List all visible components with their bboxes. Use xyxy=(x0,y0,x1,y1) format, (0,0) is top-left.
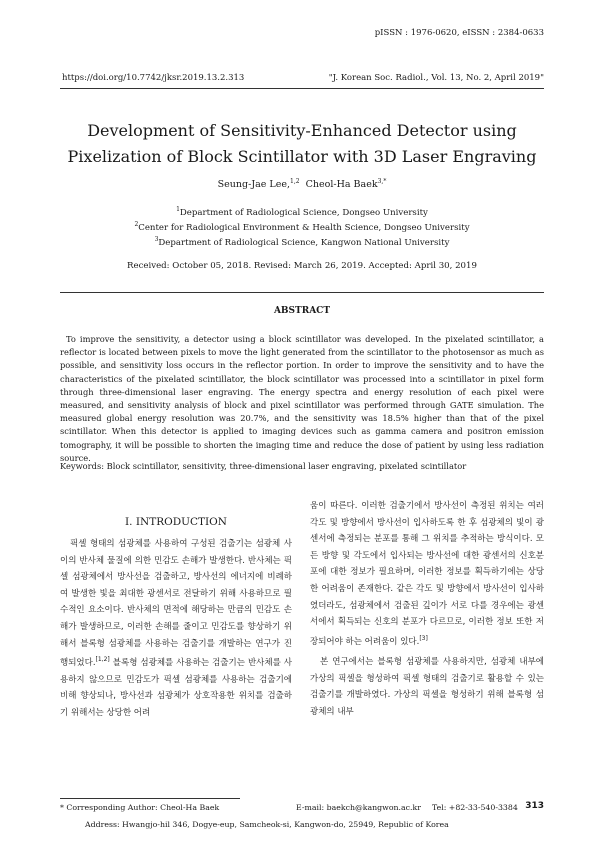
header-rule xyxy=(60,88,544,89)
author-line xyxy=(60,178,544,190)
abstract-top-rule xyxy=(60,292,544,293)
author-2: Cheol-Ha Baek xyxy=(305,179,378,191)
intro-paragraph-2 xyxy=(310,498,544,650)
footnote-address: Address: Hwangjo-hil 346, Dogye-eup, Samcheok-si, Kangwon-do, 25949, Republic of Korea xyxy=(85,820,449,829)
citation-1-2: [1,2] xyxy=(95,656,110,664)
journal-citation: "J. Korean Soc. Radiol., Vol. 13, No. 2, April 2019" xyxy=(328,73,544,83)
affiliation-3-num: 3 xyxy=(154,236,159,243)
doi-link[interactable]: https://doi.org/10.7742/jksr.2019.13.2.313 xyxy=(62,73,245,83)
section-heading-introduction: Ⅰ. INTRODUCTION xyxy=(125,516,227,528)
intro-paragraph-1 xyxy=(60,536,292,721)
affiliation-3-text: Department of Radiological Science, Kangwon National University xyxy=(158,237,450,248)
abstract-heading: ABSTRACT xyxy=(273,306,331,316)
affiliation-2 xyxy=(60,221,544,233)
submission-dates: Received: October 05, 2018. Revised: March 26, 2019. Accepted: April 30, 2019 xyxy=(127,261,477,271)
affiliation-1 xyxy=(60,206,544,218)
intro-paragraph-1-text: 픽셀 형태의 섬광체를 사용하여 구성된 검출기는 섬광체 사이의 반사체 물질에 의한 민감도 손해가 발생한다. 반사체는 픽셀 섬광체에서 방사선을 검출하고, 방사선의 에너지에 비례하여 발생한 빛을 최대한 광센서로 전달하기 위해 사용하므로 필수적인 요소이다. 반사체의 면적에 해당하는 만큼의 민감도 손해가 발생하므로, 이러한 손해를 줄이고 민감도를 향상하기 위해서 블록형 섬광체를 사용하는 검출기를 개발하는 연구가 진행되었다. xyxy=(60,539,292,668)
author-1: Seung-Jae Lee, xyxy=(217,179,291,191)
affiliation-3 xyxy=(60,236,544,248)
footnote-rule xyxy=(60,798,240,799)
affiliation-1-text: Department of Radiological Science, Dongseo University xyxy=(179,207,428,218)
affiliation-2-text: Center for Radiological Environment & Health Science, Dongseo University xyxy=(138,222,470,233)
intro-paragraph-3: 본 연구에서는 블록형 섬광체를 사용하지만, 섬광체 내부에 가상의 픽셀을 형성하여 픽셀 형태의 검출기로 활용할 수 있는 검출기를 개발하였다. 가상의 픽셀을 형성하기 위해 블록형 섬광체의 내부 xyxy=(310,657,544,717)
intro-paragraph-1b-text: 블록형 섬광체를 사용하는 검출기는 반사체를 사용하지 않으므로 민감도가 픽셀 섬광체를 사용하는 검출기에 비해 향상되나, 방사선과 섬광체가 상호작용한 위치를 검출하기 위해서는 상당한 어려 xyxy=(60,657,292,718)
author-2-affil: 3,* xyxy=(377,178,387,185)
issn-line: pISSN : 1976-0620, eISSN : 2384-0633 xyxy=(374,28,544,38)
keywords: Keywords: Block scintillator, sensitivity, three-dimensional laser engraving, pixelated scintillator xyxy=(60,461,467,471)
corresponding-author: * Corresponding Author: Cheol-Ha Baek xyxy=(60,803,220,812)
affiliation-2-num: 2 xyxy=(134,221,139,228)
intro-left-column xyxy=(60,516,292,721)
intro-right-column xyxy=(310,498,544,721)
page-number: 313 xyxy=(525,801,544,811)
intro-paragraph-2-text: 움이 따른다. 이러한 검출기에서 방사선이 측정된 위치는 여러 각도 및 방향에서 방사선이 입사하도록 한 후 섬광체의 빛이 광센서에 측정되는 분포를 통해 그 위치를 추적하는 방식이다. 모든 방향 및 각도에서 입사되는 방사선에 대한 광센서의 신호분포에 대한 정보가 필요하며, 이러한 정보를 획득하기에는 상당한 어려움이 존재한다. 같은 각도 및 방향에서 방사선이 입사하였더라도, 섬광체에서 검출된 깊이가 서로 다를 경우에는 광센서에서 획득되는 신호의 분포가 다르므로, 이러한 정보 또한 저장되어야 하는 어려움이 있다. xyxy=(310,501,544,647)
footnote-corresponding xyxy=(60,803,544,812)
abstract-body: To improve the sensitivity, a detector using a block scintillator was developed. In the pixelated scintillator, a reflector is located between pixels to move the light generated from the scintillator to the photosensor as much as possible, and sensitivity loss occurs in the reflector portion. In order to improve the sensitivity and to have the characteristics of the pixelated scintillator, the block scintillator was processed into a scintillator in pixel form through three-dimensional laser engraving. The energy spectra and energy resolution of each pixel were measured, and sensitivity analysis of block and pixel scintillator was performed through GATE simulation. The measured global energy resolution was 20.7%, and the sensitivity was 18.5% higher than that of the pixel scintillator. When this detector is applied to imaging devices such as gamma camera and positron emission tomography, it will be possible to shorten the imaging time and reduce the dose of patient by using less radiation source. xyxy=(60,334,544,463)
paper-title: Development of Sensitivity-Enhanced Detector using Pixelization of Block Scintillator with 3D Laser Engraving xyxy=(67,121,537,166)
author-1-affil: 1,2 xyxy=(290,178,300,185)
citation-3: [3] xyxy=(419,634,428,642)
affiliation-1-num: 1 xyxy=(176,206,180,213)
corresponding-tel: Tel: +82-33-540-3384 xyxy=(432,803,518,812)
corresponding-email[interactable]: E-mail: baekch@kangwon.ac.kr xyxy=(296,803,421,812)
